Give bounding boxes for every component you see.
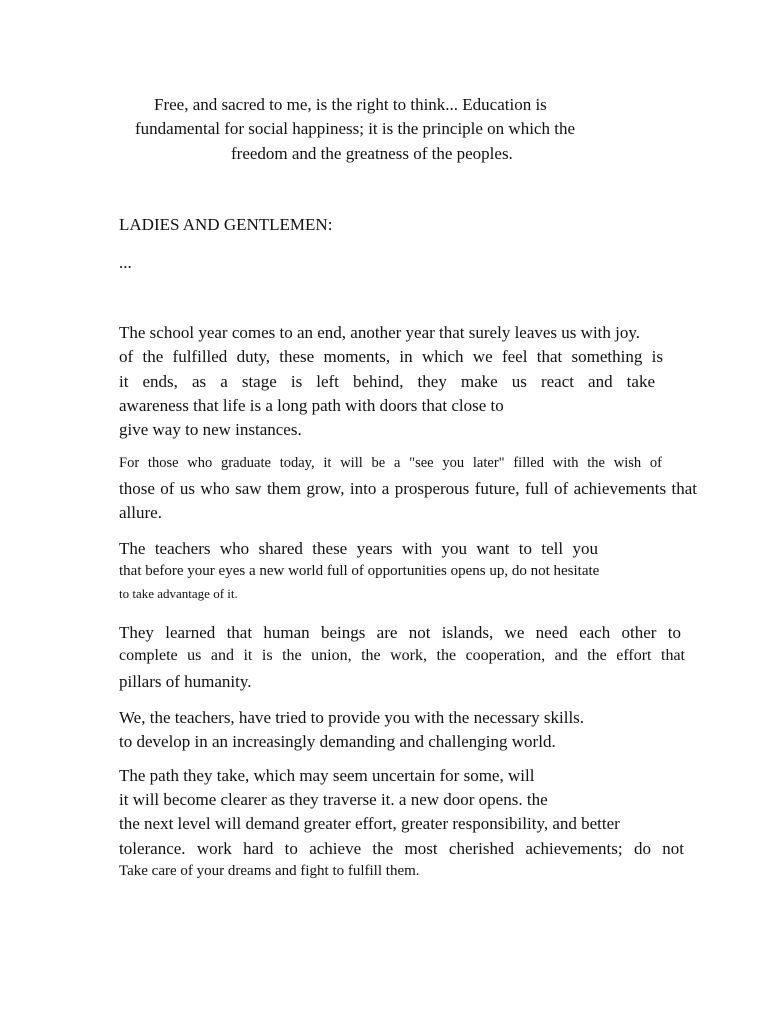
epigraph-line: freedom and the greatness of the peoples. — [231, 144, 513, 163]
paragraph-line: They learned that human beings are not islands, we need each other to — [119, 623, 681, 642]
paragraph-line: those of us who saw them grow, into a prosperous future, full of achievements that — [119, 479, 697, 498]
paragraph-line: The school year comes to an end, another year that surely leaves us with joy. — [119, 323, 641, 342]
paragraph-line: to develop in an increasingly demanding and challenging world. — [119, 732, 556, 751]
paragraph-line: pillars of humanity. — [119, 672, 252, 691]
paragraph-line: complete us and it is the union, the work, the cooperation, and the effort that — [119, 647, 685, 664]
epigraph-line: fundamental for social happiness; it is the principle on which the — [135, 119, 575, 138]
paragraph-line: awareness that life is a long path with doors that close to — [119, 396, 504, 415]
paragraph-line: to take advantage of it. — [119, 586, 238, 601]
paragraph-line: that before your eyes a new world full of opportunities opens up, do not hesitate — [119, 563, 600, 579]
paragraph-line: The path they take, which may seem uncertain for some, will — [119, 766, 535, 785]
paragraph-line: give way to new instances. — [119, 420, 302, 439]
paragraph-line: We, the teachers, have tried to provide you with the necessary skills. — [119, 708, 585, 727]
salutation: LADIES AND GENTLEMEN: — [119, 215, 333, 234]
paragraph-line: of the fulfilled duty, these moments, in which we feel that something is — [119, 347, 663, 366]
paragraph-line: it will become clearer as they traverse it. a new door opens. the — [119, 790, 548, 809]
paragraph-line: Take care of your dreams and fight to fulfill them. — [119, 863, 420, 879]
paragraph-line: tolerance. work hard to achieve the most cherished achievements; do not — [119, 839, 684, 858]
epigraph-line: Free, and sacred to me, is the right to think... Education is — [154, 95, 547, 114]
paragraph-line: For those who graduate today, it will be a "see you later" filled with the wish of — [119, 455, 662, 471]
paragraph-line: The teachers who shared these years with you want to tell you — [119, 539, 598, 558]
paragraph-line: the next level will demand greater effort, greater responsibility, and better — [119, 814, 620, 833]
ellipsis: ... — [119, 253, 132, 272]
paragraph-line: allure. — [119, 503, 162, 522]
paragraph-line: it ends, as a stage is left behind, they make us react and take — [119, 372, 655, 391]
